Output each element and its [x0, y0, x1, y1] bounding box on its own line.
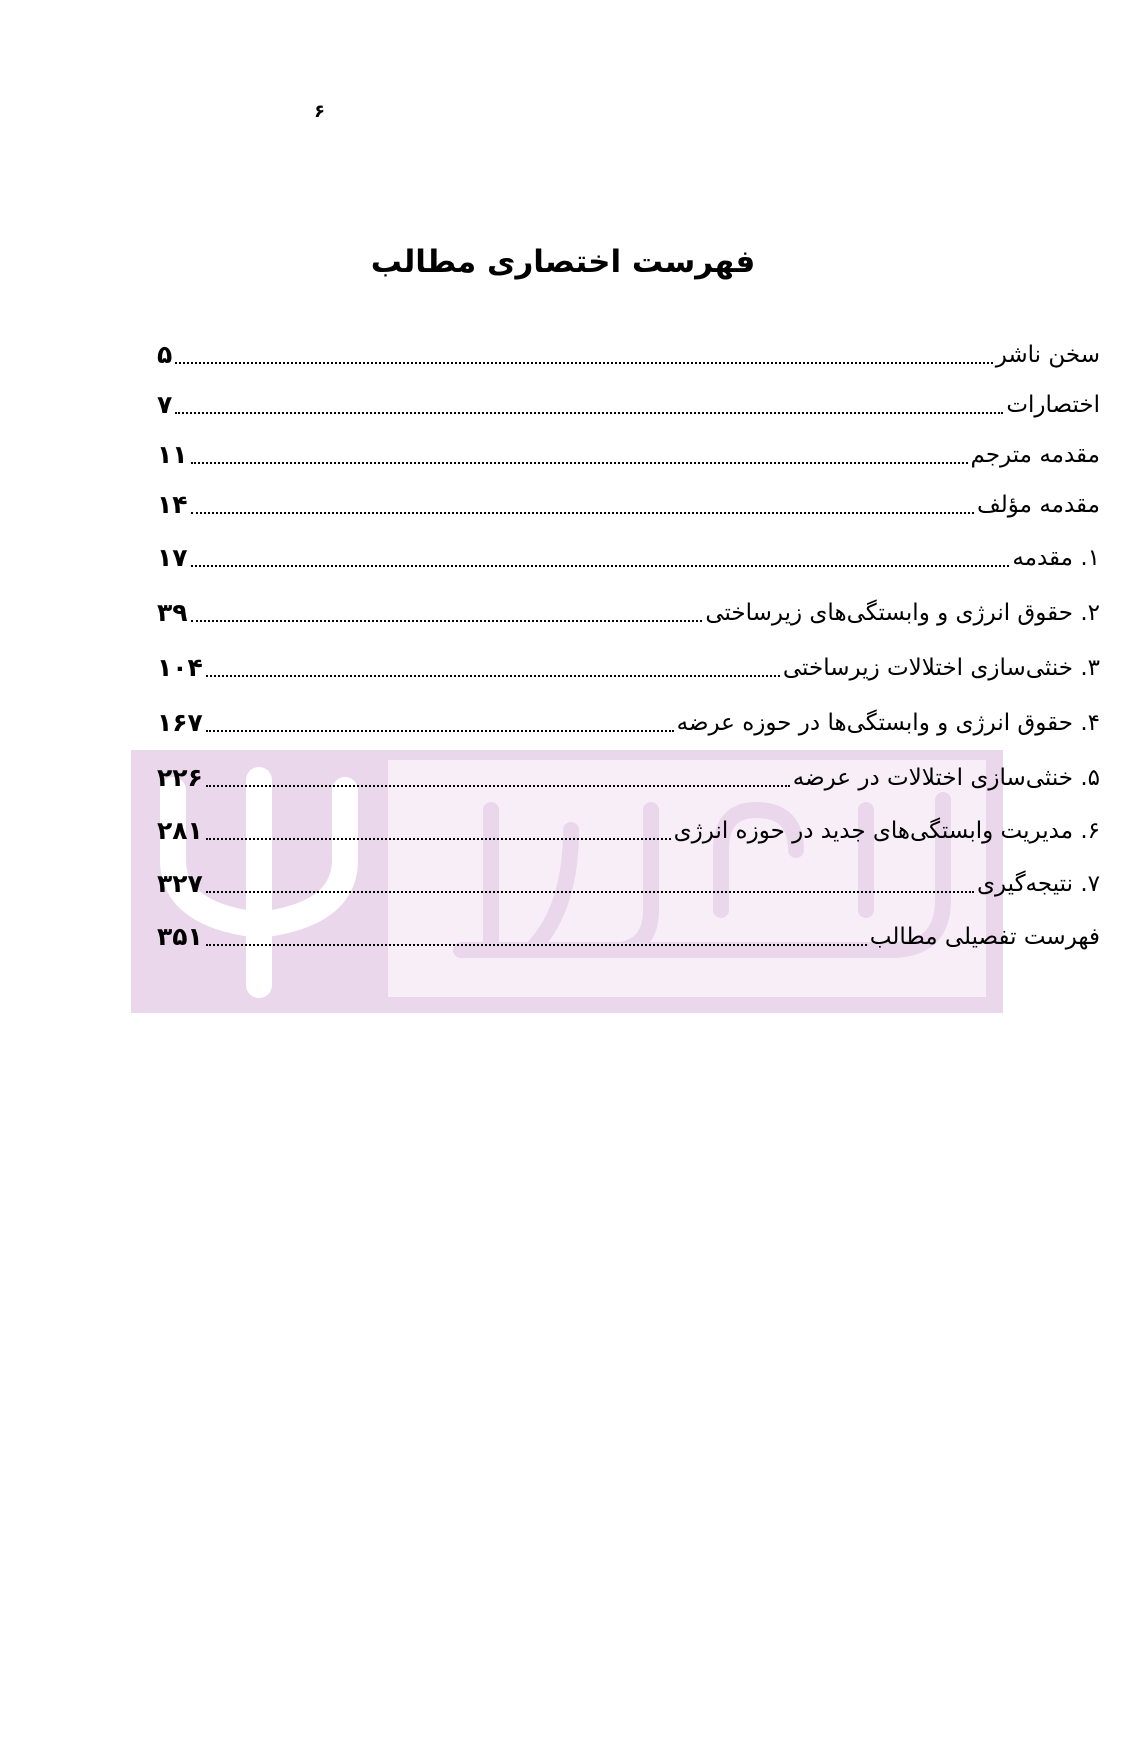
toc-entry[interactable]: [157, 533, 1100, 573]
toc-entry-label: مقدمه مترجم: [970, 442, 1100, 469]
toc-entry[interactable]: [157, 698, 1100, 738]
toc-entry-label: فهرست تفصیلی مطالب: [869, 924, 1100, 951]
toc-entry[interactable]: [157, 859, 1100, 899]
toc-entry-page: ۱۱: [157, 440, 188, 469]
toc-entry-label: ۲. حقوق انرژی و وابستگی‌های زیرساختی: [705, 600, 1100, 627]
toc-entry[interactable]: [157, 480, 1100, 520]
toc-entry-label: اختصارات: [1006, 392, 1100, 419]
toc-dot-leader: [191, 620, 703, 622]
toc-dot-leader: [206, 675, 780, 677]
toc-entry[interactable]: [157, 588, 1100, 628]
toc-entry-page: ۲۲۶: [157, 763, 203, 792]
toc-entry[interactable]: [157, 912, 1100, 952]
toc-entry-label: سخن ناشر: [995, 342, 1100, 369]
toc-entry-page: ۳۵۱: [157, 922, 203, 951]
toc-entry-label: ۵. خنثی‌سازی اختلالات در عرضه: [792, 765, 1100, 792]
toc-entry-page: ۳۹: [157, 598, 188, 627]
toc-entry-label: مقدمه مؤلف: [976, 492, 1100, 519]
toc-dot-leader: [206, 785, 790, 787]
toc-entry[interactable]: [157, 430, 1100, 470]
toc-entry[interactable]: [157, 806, 1100, 846]
toc-entry-page: ۱۴: [157, 490, 188, 519]
toc-entry-page: ۱۶۷: [157, 708, 203, 737]
toc-entry-page: ۱۰۴: [157, 653, 203, 682]
toc-entry-label: ۱. مقدمه: [1012, 545, 1100, 572]
toc-entry-page: ۳۲۷: [157, 869, 203, 898]
toc-dot-leader: [191, 512, 974, 514]
toc-dot-leader: [206, 891, 974, 893]
page-number-mark: ۶: [314, 101, 325, 122]
page-title: فهرست اختصاری مطالب: [370, 244, 756, 280]
toc-dot-leader: [206, 944, 867, 946]
toc-dot-leader: [206, 838, 671, 840]
toc-dot-leader: [206, 730, 674, 732]
toc-dot-leader: [191, 462, 968, 464]
toc-entry-page: ۲۸۱: [157, 816, 203, 845]
toc-entry-page: ۱۷: [157, 543, 188, 572]
toc-dot-leader: [175, 362, 992, 364]
toc-entry[interactable]: [157, 753, 1100, 793]
toc-entry-page: ۷: [157, 390, 173, 419]
toc-dot-leader: [191, 565, 1010, 567]
toc-entry[interactable]: [157, 380, 1100, 420]
toc-entry-page: ۵: [157, 340, 173, 369]
toc-entry-label: ۶. مدیریت وابستگی‌های جدید در حوزه انرژی: [673, 818, 1100, 845]
toc-dot-leader: [175, 412, 1003, 414]
toc-entry[interactable]: [157, 643, 1100, 683]
toc-entry[interactable]: [157, 330, 1100, 370]
toc-entry-label: ۷. نتیجه‌گیری: [976, 871, 1100, 898]
toc-entry-label: ۴. حقوق انرژی و وابستگی‌ها در حوزه عرضه: [676, 710, 1100, 737]
toc-entry-label: ۳. خنثی‌سازی اختلالات زیرساختی: [782, 655, 1100, 682]
